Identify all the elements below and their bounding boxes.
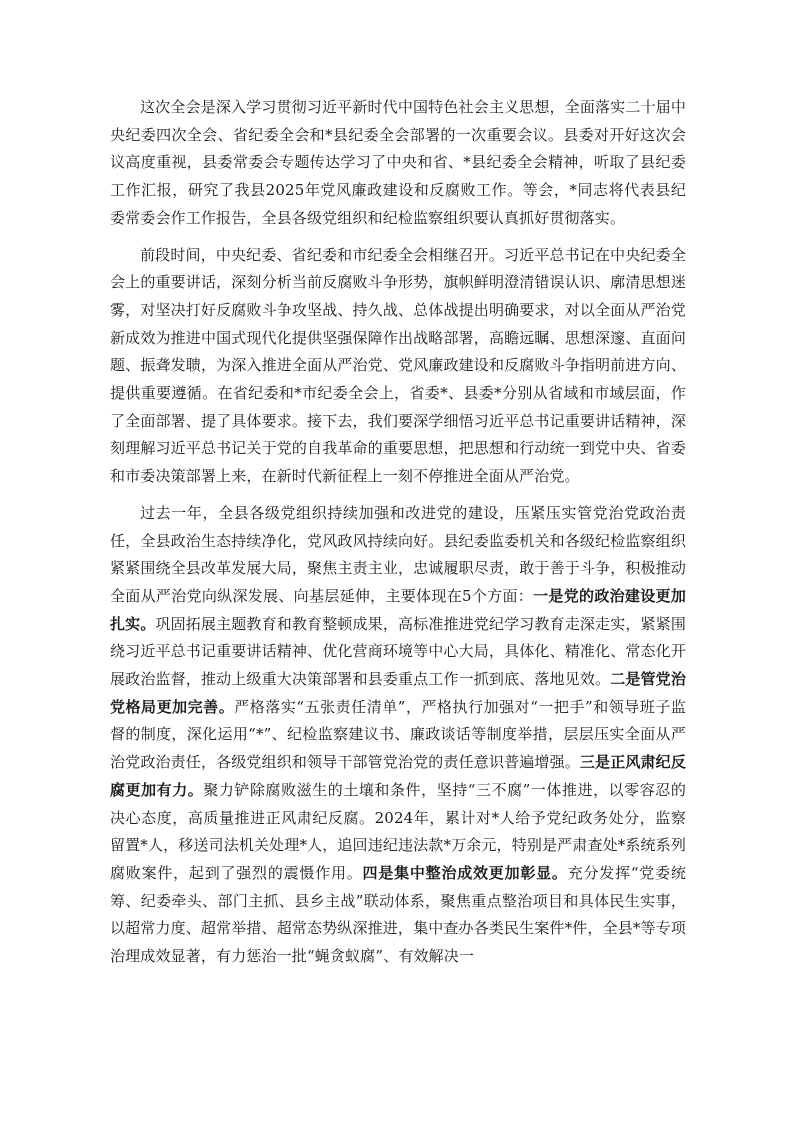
paragraph (110, 242, 686, 491)
paragraph-text: 过去一年，全县各级党组织持续加强和改进党的建设，压紧压实管党治党政治责任，全县政治生态持续净化，党风政风持续向好。县纪委监委机关和各级纪检监察组织紧紧围绕全县改革发展大局，聚焦主责主业，忠诚履职尽责，敢于善于斗争，积极推动全面从严治党向纵深发展、向基层延伸，主要体现在5个方面： (110, 503, 686, 605)
paragraph-text: 这次全会是深入学习贯彻习近平新时代中国特色社会主义思想，全面落实二十届中央纪委四次全会、省纪委全会和*县纪委全会部署的一次重要会议。县委对开好这次会议高度重视，县委常委会专题传达学习了中央和省、*县纪委全会精神，听取了县纪委工作汇报，研究了我县2025年党风廉政建设和反腐败工作。等会，*同志将代表县纪委常委会作工作报告，全县各级党组织和纪检监察组织要认真抓好贯彻落实。 (110, 98, 686, 227)
paragraph (110, 94, 686, 233)
bold-heading-phrase: 四是集中整治成效更加彰显。 (362, 863, 568, 882)
document-body (110, 94, 686, 980)
paragraph-text: 严格落实“五张责任清单”，严格执行加强对“一把手”和领导班子监督的制度，深化运用“*”、纪检监察建议书、廉政谈话等制度举措，层层压实全面从严治党政治责任，各级党组织和领导干部管党治党的责任意识普遍增强。 (110, 697, 686, 772)
bold-heading-phrase: 二是管党治党格局更加完善。 (110, 670, 686, 716)
bold-heading-phrase: 三是正风肃纪反腐更加有力。 (110, 753, 686, 799)
paragraph-text: 聚力铲除腐败滋生的土壤和条件，坚持“三不腐”一体推进，以零容忍的决心态度，高质量推进正风肃纪反腐。2024年，累计对*人给予党纪政务处分，监察留置*人，移送司法机关处理*人，追回违纪违法款*万余元，特别是严肃查处*系统系列腐败案件，起到了强烈的震慑作用。 (110, 780, 687, 882)
paragraph-text: 前段时间，中央纪委、省纪委和市纪委全会相继召开。习近平总书记在中央纪委全会上的重要讲话，深刻分析当前反腐败斗争形势，旗帜鲜明澄清错误认识、廓清思想迷雾，对坚决打好反腐败斗争攻坚战、持久战、总体战提出明确要求，对以全面从严治党新成效为推进中国式现代化提供坚强保障作出战略部署，高瞻远瞩、思想深邃、直面问题、振聋发聩，为深入推进全面从严治党、党风廉政建设和反腐败斗争指明前进方向、提供重要遵循。在省纪委和*市纪委全会上，省委*、县委*分别从省域和市域层面，作了全面部署、提了具体要求。接下去，我们要深学细悟习近平总书记重要讲话精神，深刻理解习近平总书记关于党的自我革命的重要思想，把思想和行动统一到党中央、省委和市委决策部署上来，在新时代新征程上一刻不停推进全面从严治党。 (110, 245, 686, 486)
paragraph-text: 巩固拓展主题教育和教育整顿成果，高标准推进党纪学习教育走深走实，紧紧围绕习近平总书记重要讲话精神、优化营商环境等中心大局，具体化、精准化、常态化开展政治监督，推动上级重大决策部署和县委重点工作一抓到底、落地见效。 (110, 614, 686, 689)
paragraph (110, 500, 686, 971)
paragraph-text: 充分发挥“党委统筹、纪委牵头、部门主抓、县乡主战”联动体系，聚焦重点整治项目和具体民生实事，以超常力度、超常举措、超常态势纵深推进，集中查办各类民生案件*件，全县*等专项治理成效显著，有力惩治一批“蝇贪蚁腐”、有效解决一 (110, 863, 687, 966)
bold-heading-phrase: 一是党的政治建设更加扎实。 (110, 586, 686, 633)
